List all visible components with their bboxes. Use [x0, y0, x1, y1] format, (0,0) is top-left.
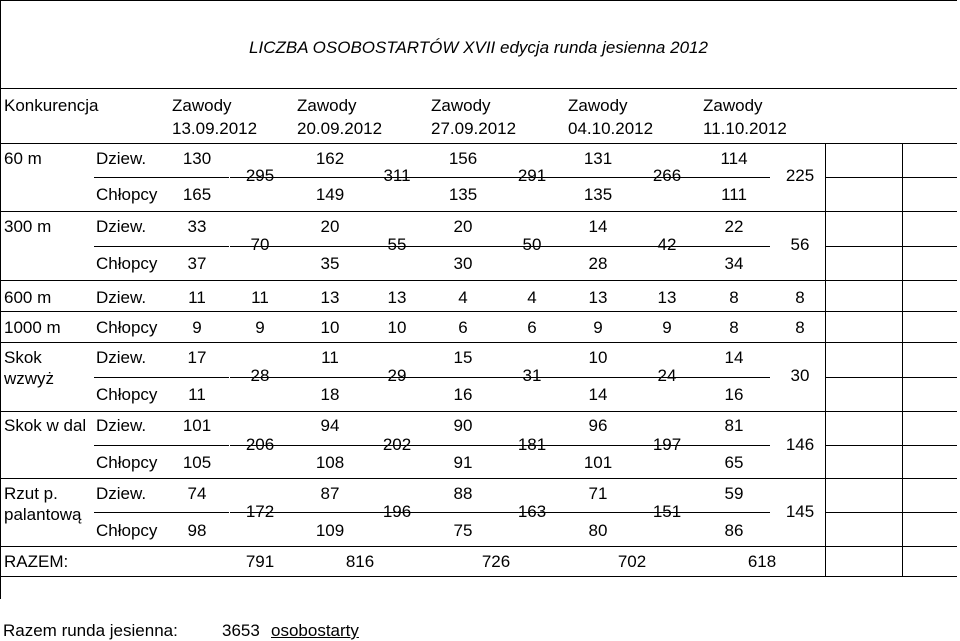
razem-value: 816	[345, 552, 375, 571]
header-zawody-label: Zawody	[568, 96, 628, 115]
value-chlopcy: 18	[320, 385, 340, 404]
event-name: Rzut p.	[4, 484, 58, 503]
table-rule	[0, 411, 957, 412]
group-label: Chłopcy	[96, 453, 158, 472]
event-name: 1000 m	[4, 318, 61, 337]
event-name: 60 m	[4, 149, 42, 168]
value-dziew: 156	[448, 149, 478, 168]
column-rule	[902, 143, 903, 576]
cell-divider	[365, 246, 500, 247]
value: 4	[458, 288, 468, 307]
value-sum: 10	[387, 318, 407, 337]
value-sum: 266	[652, 166, 682, 185]
value-sum: 196	[382, 502, 412, 521]
header-zawody-label: Zawody	[703, 96, 763, 115]
value: 9	[192, 318, 202, 337]
value-dziew: 17	[187, 348, 207, 367]
value-sum: 28	[250, 366, 270, 385]
cell-divider	[825, 377, 957, 378]
value-chlopcy: 35	[320, 254, 340, 273]
value-dziew: 162	[315, 149, 345, 168]
value: 8	[729, 318, 739, 337]
event-name: 300 m	[4, 217, 52, 236]
cell-divider	[825, 445, 957, 446]
value-sum: 146	[785, 435, 815, 454]
value-dziew: 94	[320, 416, 340, 435]
header-zawody-date: 04.10.2012	[568, 119, 654, 138]
value-chlopcy: 65	[724, 453, 744, 472]
table-rule	[0, 143, 957, 144]
value-dziew: 14	[588, 217, 608, 236]
value-chlopcy: 16	[453, 385, 473, 404]
event-name: Skok	[4, 348, 42, 367]
value-chlopcy: 30	[453, 254, 473, 273]
value: 13	[320, 288, 340, 307]
value-chlopcy: 108	[315, 453, 345, 472]
cell-divider	[635, 246, 770, 247]
cell-divider	[94, 512, 229, 513]
value-sum: 202	[382, 435, 412, 454]
value-dziew: 88	[453, 484, 473, 503]
table-rule	[0, 576, 957, 577]
value-dziew: 101	[182, 416, 212, 435]
value-dziew: 33	[187, 217, 207, 236]
cell-divider	[365, 377, 500, 378]
footer-unit: osobostarty	[271, 621, 359, 640]
value-chlopcy: 14	[588, 385, 608, 404]
cell-divider	[825, 177, 957, 178]
value-dziew: 11	[321, 348, 339, 367]
value-sum: 42	[657, 235, 677, 254]
value-dziew: 81	[724, 416, 744, 435]
cell-divider	[500, 246, 635, 247]
value-sum: 9	[255, 318, 265, 337]
event-name: Skok w dal	[4, 416, 87, 435]
table-rule	[0, 311, 957, 312]
value-chlopcy: 135	[448, 185, 478, 204]
value-chlopcy: 105	[182, 453, 212, 472]
group-label: Chłopcy	[96, 254, 158, 273]
table-rule	[0, 342, 957, 343]
footer-label: Razem runda jesienna:	[3, 621, 178, 640]
value-chlopcy: 16	[724, 385, 744, 404]
value-dziew: 20	[320, 217, 340, 236]
value-sum: 181	[517, 435, 547, 454]
value: 9	[593, 318, 603, 337]
value-sum: 6	[527, 318, 537, 337]
header-zawody-label: Zawody	[172, 96, 232, 115]
value-dziew: 10	[588, 348, 608, 367]
value-sum: 8	[795, 288, 805, 307]
razem-value: 702	[617, 552, 647, 571]
value-sum: 9	[662, 318, 672, 337]
value-chlopcy: 165	[182, 185, 212, 204]
razem-value: 791	[245, 552, 275, 571]
value-sum: 291	[517, 166, 547, 185]
cell-divider	[500, 377, 635, 378]
header-zawody-label: Zawody	[297, 96, 357, 115]
value-chlopcy: 86	[724, 521, 744, 540]
value-sum: 55	[387, 235, 407, 254]
header-zawody-date: 20.09.2012	[297, 119, 383, 138]
column-rule	[825, 143, 826, 576]
event-name: palantową	[4, 505, 82, 524]
razem-value: 618	[747, 552, 777, 571]
value-sum: 225	[785, 166, 815, 185]
group-label: Dziew.	[96, 416, 147, 435]
value-dziew: 22	[724, 217, 744, 236]
footer-total: 3653	[222, 621, 260, 640]
group-label: Dziew.	[96, 217, 147, 236]
value-dziew: 14	[724, 348, 744, 367]
header-zawody-date: 13.09.2012	[172, 119, 258, 138]
value: 11	[188, 288, 206, 307]
group-label: Chłopcy	[96, 521, 158, 540]
value-dziew: 130	[182, 149, 212, 168]
value-sum: 24	[657, 366, 677, 385]
value-chlopcy: 111	[721, 185, 747, 204]
value-chlopcy: 91	[453, 453, 473, 472]
value-sum: 29	[387, 366, 407, 385]
value-sum: 206	[245, 435, 275, 454]
value-sum: 13	[387, 288, 407, 307]
group-label: Dziew.	[96, 348, 147, 367]
value-sum: 13	[657, 288, 677, 307]
group-label: Dziew.	[96, 149, 147, 168]
value-sum: 163	[517, 502, 547, 521]
table-rule	[0, 211, 957, 212]
value-sum: 295	[245, 166, 275, 185]
value: 6	[458, 318, 468, 337]
cell-divider	[94, 246, 229, 247]
header-zawody-label: Zawody	[431, 96, 491, 115]
value-sum: 172	[245, 502, 275, 521]
header-konkurencja: Konkurencja	[4, 96, 99, 115]
value-sum: 30	[790, 366, 810, 385]
value: 13	[588, 288, 608, 307]
group-label: Dziew.	[96, 484, 147, 503]
group-label: Chłopcy	[96, 185, 158, 204]
event-name: wzwyż	[4, 369, 55, 388]
group-label: Dziew.	[96, 288, 147, 307]
razem-value: 726	[481, 552, 511, 571]
header-zawody-date: 11.10.2012	[703, 119, 787, 138]
value-sum: 4	[527, 288, 537, 307]
cell-divider	[94, 177, 229, 178]
group-label: Chłopcy	[96, 385, 158, 404]
value-sum: 151	[652, 502, 682, 521]
value-chlopcy: 109	[315, 521, 345, 540]
value: 10	[320, 318, 340, 337]
value-dziew: 15	[453, 348, 473, 367]
value-sum: 8	[795, 318, 805, 337]
table-rule	[0, 88, 957, 89]
cell-divider	[825, 512, 957, 513]
value-dziew: 74	[187, 484, 207, 503]
page-title: LICZBA OSOBOSTARTÓW XVII edycja runda jesienna 2012	[249, 38, 708, 57]
table-rule	[0, 546, 957, 547]
value-chlopcy: 34	[724, 254, 744, 273]
value-dziew: 59	[724, 484, 744, 503]
value-sum: 11	[251, 288, 269, 307]
table-rule	[0, 280, 957, 281]
value-dziew: 90	[453, 416, 473, 435]
value-dziew: 71	[588, 484, 608, 503]
value-dziew: 20	[453, 217, 473, 236]
value: 8	[729, 288, 739, 307]
value-dziew: 114	[720, 149, 748, 168]
value-sum: 50	[522, 235, 542, 254]
value-chlopcy: 37	[187, 254, 207, 273]
value-sum: 70	[250, 235, 270, 254]
value-chlopcy: 28	[588, 254, 608, 273]
value-chlopcy: 135	[583, 185, 613, 204]
header-zawody-date: 27.09.2012	[431, 119, 517, 138]
value-sum: 145	[785, 502, 815, 521]
value-chlopcy: 101	[583, 453, 613, 472]
event-name: 600 m	[4, 288, 52, 307]
value-sum: 197	[652, 435, 682, 454]
cell-divider	[94, 445, 229, 446]
value-sum: 31	[522, 366, 542, 385]
value-chlopcy: 80	[588, 521, 608, 540]
value-chlopcy: 75	[453, 521, 473, 540]
value-chlopcy: 11	[188, 385, 206, 404]
table-rule	[0, 478, 957, 479]
value-dziew: 96	[588, 416, 608, 435]
cell-divider	[635, 377, 770, 378]
razem-label: RAZEM:	[4, 552, 69, 571]
cell-divider	[94, 377, 229, 378]
value-sum: 311	[383, 166, 411, 185]
value-sum: 56	[790, 235, 810, 254]
value-chlopcy: 98	[187, 521, 207, 540]
cell-divider	[825, 246, 957, 247]
value-dziew: 87	[320, 484, 340, 503]
group-label: Chłopcy	[96, 318, 158, 337]
value-chlopcy: 149	[315, 185, 345, 204]
value-dziew: 131	[583, 149, 613, 168]
